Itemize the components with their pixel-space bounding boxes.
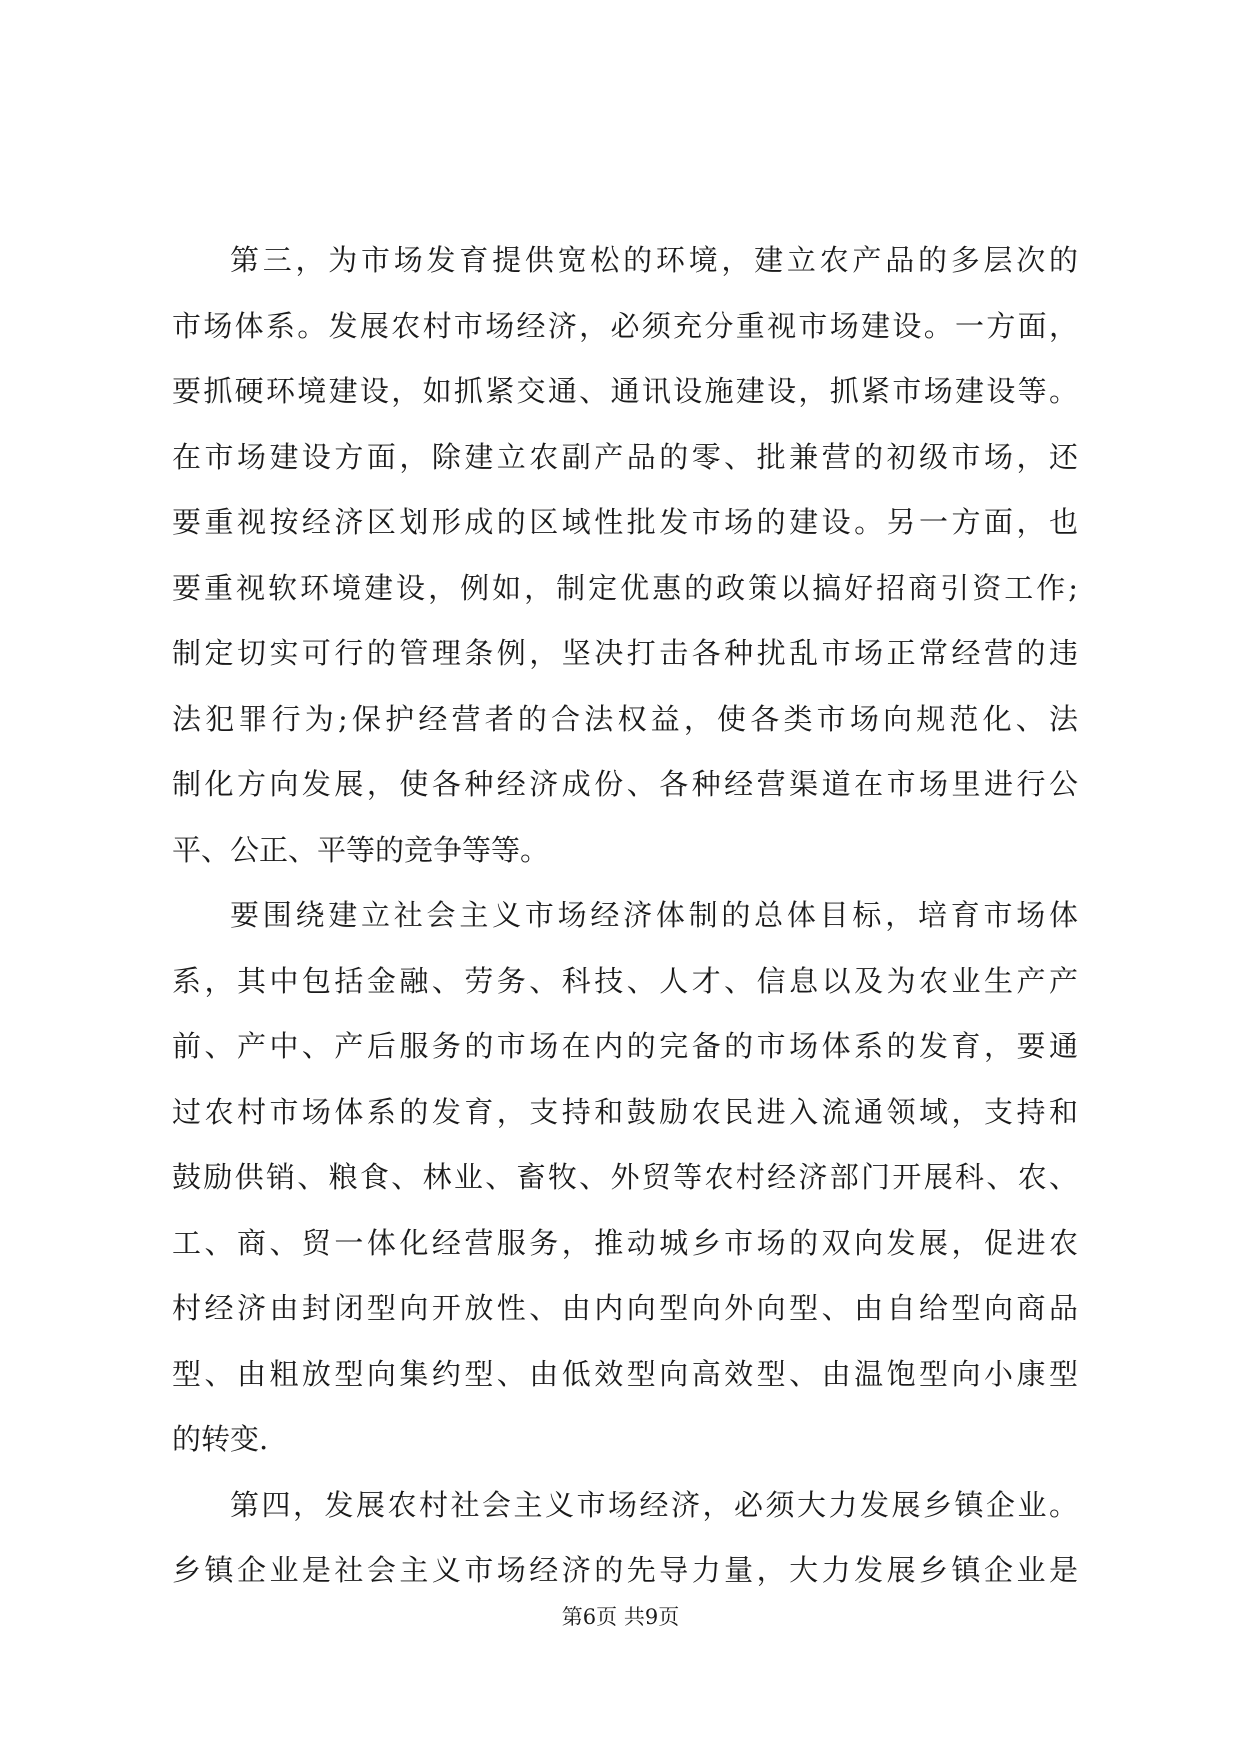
text-line: 型、由粗放型向集约型、由低效型向高效型、由温饱型向小康型 bbox=[172, 1356, 1078, 1391]
text-line: 过农村市场体系的发育，支持和鼓励农民进入流通领域，支持和 bbox=[172, 1094, 1078, 1129]
paragraph bbox=[172, 1473, 1078, 1604]
text-line: 系，其中包括金融、劳务、科技、人才、信息以及为农业生产产 bbox=[172, 963, 1078, 998]
text-line: 的转变. bbox=[172, 1422, 269, 1456]
page-number-footer: 第6页 共9页 bbox=[561, 1605, 680, 1629]
text-line: 法犯罪行为;保护经营者的合法权益，使各类市场向规范化、法 bbox=[172, 701, 1078, 736]
text-line: 市场体系。发展农村市场经济，必须充分重视市场建设。一方面， bbox=[172, 308, 1078, 343]
text-line: 平、公正、平等的竞争等等。 bbox=[172, 832, 550, 867]
text-line: 制定切实可行的管理条例，坚决打击各种扰乱市场正常经营的违 bbox=[172, 636, 1078, 670]
text-line: 要抓硬环境建设，如抓紧交通、通讯设施建设，抓紧市场建设等。 bbox=[172, 374, 1078, 408]
document-body bbox=[172, 228, 1078, 1604]
text-line: 鼓励供销、粮食、林业、畜牧、外贸等农村经济部门开展科、农、 bbox=[172, 1160, 1078, 1194]
text-line: 乡镇企业是社会主义市场经济的先导力量，大力发展乡镇企业是 bbox=[172, 1553, 1078, 1587]
text-line: 工、商、贸一体化经营服务，推动城乡市场的双向发展，促进农 bbox=[172, 1225, 1078, 1260]
text-line: 第四，发展农村社会主义市场经济，必须大力发展乡镇企业。 bbox=[230, 1487, 1078, 1522]
text-line: 村经济由封闭型向开放性、由内向型向外向型、由自给型向商品 bbox=[172, 1291, 1078, 1325]
text-line: 制化方向发展，使各种经济成份、各种经营渠道在市场里进行公 bbox=[172, 767, 1078, 801]
text-line: 在市场建设方面，除建立农副产品的零、批兼营的初级市场，还 bbox=[172, 439, 1078, 474]
text-line: 要围绕建立社会主义市场经济体制的总体目标，培育市场体 bbox=[230, 898, 1078, 932]
text-line: 前、产中、产后服务的市场在内的完备的市场体系的发育，要通 bbox=[172, 1029, 1078, 1063]
text-line: 第三，为市场发育提供宽松的环境，建立农产品的多层次的 bbox=[230, 243, 1078, 277]
text-line: 要重视软环境建设，例如，制定优惠的政策以搞好招商引资工作; bbox=[172, 570, 1078, 605]
paragraph bbox=[172, 883, 1078, 1473]
text-line: 要重视按经济区划形成的区域性批发市场的建设。另一方面，也 bbox=[172, 505, 1078, 539]
paragraph bbox=[172, 228, 1078, 883]
